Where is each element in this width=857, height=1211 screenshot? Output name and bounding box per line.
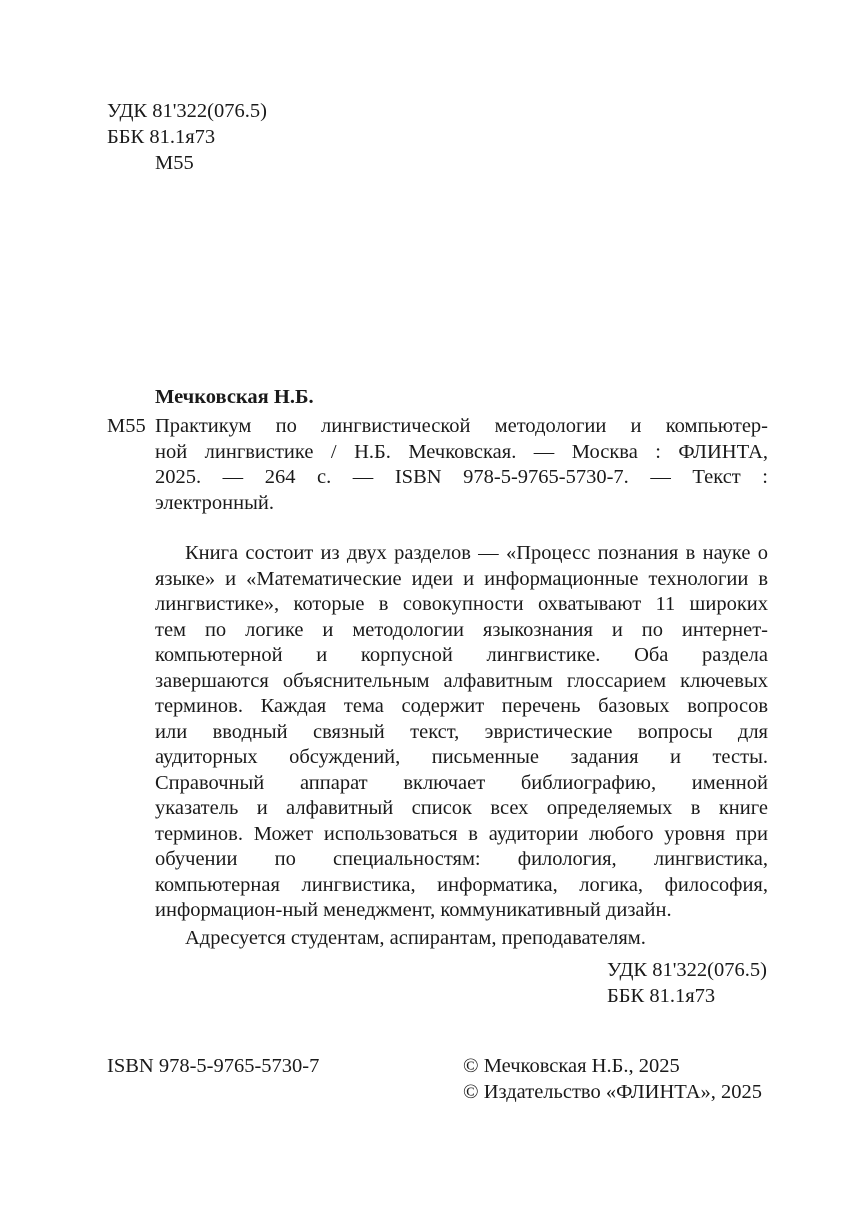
entry-description-line: электронный. [155,491,274,514]
footer-copyright-author: © Мечковская Н.Б., 2025 [463,1055,680,1077]
annotation-line: Книга состоит из двух разделов — «Процесс познания в науке о [185,542,768,564]
annotation-line: языке» и «Математические идеи и информационные технологии в [155,567,768,590]
udk-code-top: УДК 81'322(076.5) [107,100,267,122]
entry-description-line: Практикум по лингвистической методологии и компьютер- [155,415,768,437]
entry-description-line: ной лингвистике / Н.Б. Мечковская. — Москва : ФЛИНТА, [155,440,768,463]
annotation-line: терминов. Может использоваться в аудитории любого уровня при [155,822,768,845]
author-mark-top: М55 [155,152,194,174]
annotation-line: компьютерной и корпусной лингвистике. Оба раздела [155,644,768,666]
annotation-line: завершаются объяснительным алфавитным глоссарием ключевых [155,669,768,692]
annotation-paragraph [155,541,768,951]
bbk-code-top: ББК 81.1я73 [107,126,216,148]
entry-author: Мечковская Н.Б. [155,386,314,408]
entry-author-mark: М55 [107,415,146,437]
annotation-line: компьютерная лингвистика, информатика, логика, философия, [155,873,768,896]
annotation-line: обучении по специальностям: филология, лингвистика, [155,848,768,870]
footer-copyright-publisher: © Издательство «ФЛИНТА», 2025 [463,1081,763,1103]
annotation-line: информацион-ный менеджмент, коммуникативный дизайн. [155,899,672,921]
bbk-code-bottom: ББК 81.1я73 [607,985,716,1007]
annotation-audience: Адресуется студентам, аспирантам, преподавателям. [185,926,646,949]
udk-code-bottom: УДК 81'322(076.5) [607,959,767,981]
annotation-line: или вводный связный текст, эвристические вопросы для [155,720,768,743]
footer-isbn: ISBN 978-5-9765-5730-7 [107,1055,320,1077]
annotation-line: аудиторных обсуждений, письменные задания и тесты. [155,746,768,768]
annotation-line: терминов. Каждая тема содержит перечень базовых вопросов [155,695,768,717]
annotation-line: указатель и алфавитный список всех определяемых в книге [155,797,768,819]
entry-description [155,414,768,516]
annotation-line: лингвистике», которые в совокупности охватывают 11 широких [155,593,768,615]
entry-description-line: 2025. — 264 с. — ISBN 978-5-9765-5730-7. — Текст : [155,466,768,488]
annotation-line: Справочный аппарат включает библиографию, именной [155,771,768,794]
annotation-line: тем по логике и методологии языкознания и по интернет- [155,618,768,641]
